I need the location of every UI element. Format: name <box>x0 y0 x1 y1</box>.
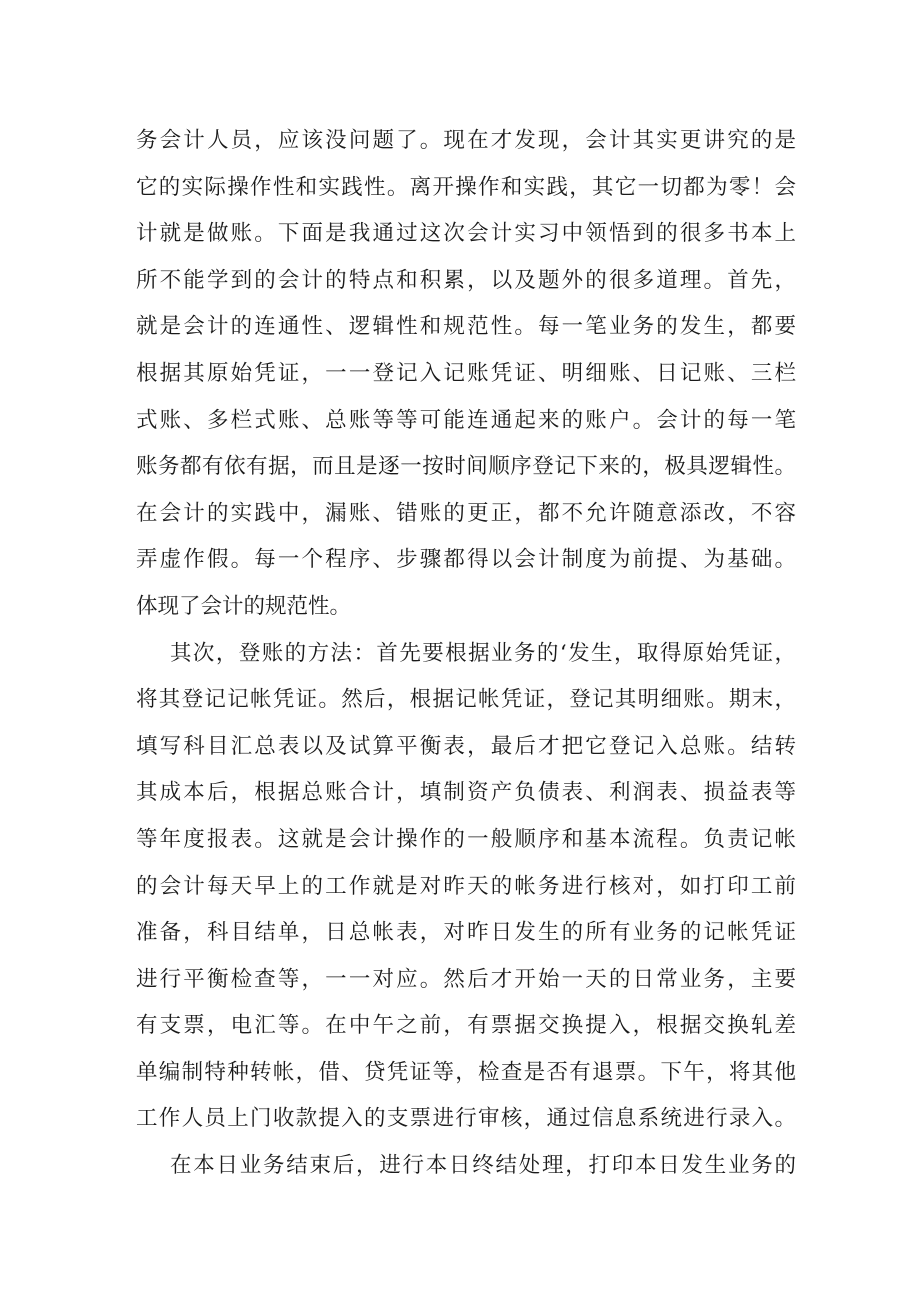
text-line: 账务都有依有据，而且是逐一按时间顺序登记下来的，极具逻辑性。 <box>136 454 796 480</box>
text-line: 就是会计的连通性、逻辑性和规范性。每一笔业务的发生，都要 <box>136 314 796 340</box>
text-line: 准备，科目结单，日总帐表，对昨日发生的所有业务的记帐凭证 <box>136 920 796 946</box>
text-line: 体现了会计的规范性。 <box>136 593 352 619</box>
text-line: 务会计人员，应该没问题了。现在才发现，会计其实更讲究的是 <box>136 128 796 153</box>
text-line: 将其登记记帐凭证。然后，根据记帐凭证，登记其明细账。期末， <box>136 687 796 713</box>
text-line: 其成本后，根据总账合计，填制资产负债表、利润表、损益表等 <box>136 780 796 806</box>
text-line: 单编制特种转帐，借、贷凭证等，检查是否有退票。下午，将其他 <box>136 1059 796 1085</box>
text-line: 根据其原始凭证，一一登记入记账凭证、明细账、日记账、三栏 <box>136 360 796 386</box>
text-line: 进行平衡检查等，一一对应。然后才开始一天的日常业务，主要 <box>136 966 796 992</box>
text-line: 在会计的实践中，漏账、错账的更正，都不允许随意添改，不容 <box>136 500 796 526</box>
text-line: 其次，登账的方法：首先要根据业务的‘发生，取得原始凭证， <box>170 640 796 666</box>
text-line: 填写科目汇总表以及试算平衡表，最后才把它登记入总账。结转 <box>136 733 796 759</box>
text-line: 工作人员上门收款提入的支票进行审核，通过信息系统进行录入。 <box>136 1106 796 1132</box>
body-text <box>136 118 796 1190</box>
text-line: 计就是做账。下面是我通过这次会计实习中领悟到的很多书本上 <box>136 221 796 247</box>
text-line: 它的实际操作性和实践性。离开操作和实践，其它一切都为零！会 <box>136 174 796 200</box>
text-line: 等年度报表。这就是会计操作的一般顺序和基本流程。负责记帐 <box>136 826 796 852</box>
text-line: 式账、多栏式账、总账等等可能连通起来的账户。会计的每一笔 <box>136 407 796 433</box>
text-line: 有支票，电汇等。在中午之前，有票据交换提入，根据交换轧差 <box>136 1013 796 1039</box>
text-line: 弄虚作假。每一个程序、步骤都得以会计制度为前提、为基础。 <box>136 547 796 573</box>
text-line: 所不能学到的会计的特点和积累，以及题外的很多道理。首先， <box>136 267 796 293</box>
text-line: 在本日业务结束后，进行本日终结处理，打印本日发生业务的 <box>170 1153 796 1179</box>
text-line: 的会计每天早上的工作就是对昨天的帐务进行核对，如打印工前 <box>136 873 796 899</box>
